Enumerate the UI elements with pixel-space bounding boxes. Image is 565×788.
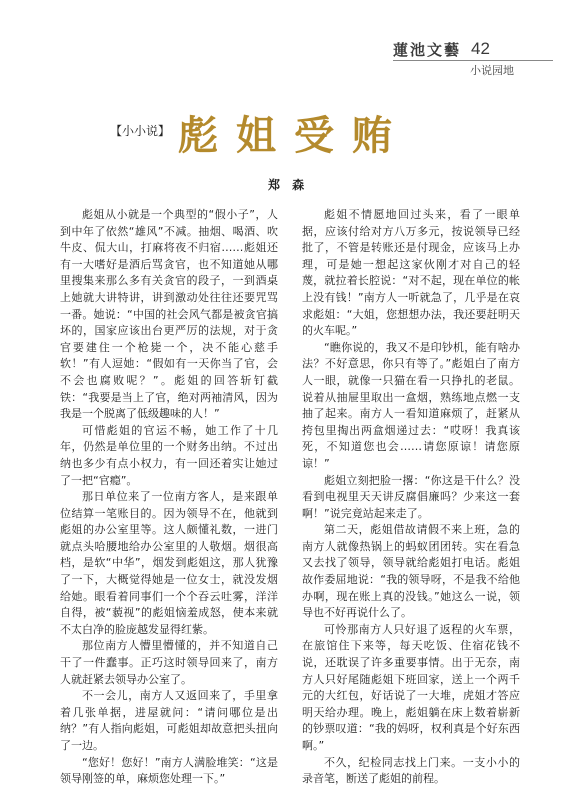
paragraph: 彪姐不情愿地回过头来，看了一眼单据，应该付给对方八万多元，按说领导已经批了，不管是转账还是付现金，应该马上办理，可是她一想起这家伙刚才对自己的轻蔑，就拉着长腔说：“对不起，现在单位的帐上没有钱！”南方人一听就急了，几乎是在哀求彪姐：“大姐，您想想办法，我还要赶明天的火车呢。” xyxy=(302,208,520,338)
paragraph: “您好！您好！”南方人满脸堆笑：“这是领导刚签的单，麻烦您处理一下。” xyxy=(60,755,278,786)
section-name: 小说园地 xyxy=(470,64,514,77)
header-divider xyxy=(393,60,553,61)
paragraph: 可惜彪姐的官运不畅，她工作了十几年，仍然是单位里的一个财务出纳。不过出纳也多少有点小权力，有一回还着实让她过了一把“官瘾”。 xyxy=(60,423,278,487)
article-column-left xyxy=(60,207,278,788)
article-tag: 【小小说】 xyxy=(110,124,171,138)
paragraph: 彪姐立刻把脸一撂：“你这是干什么？没看到电视里天天讲反腐倡廉吗？少来这一套啊！”说完竟站起来走了。 xyxy=(302,473,520,520)
paragraph: 不久，纪检同志找上门来。一支小小的录音笔，断送了彪姐的前程。 xyxy=(302,755,520,786)
paragraph: 那日单位来了一位南方客人，是来跟单位结算一笔账目的。因为领导不在，他就到彪姐的办公室里等。这人颇懂礼数，一进门就点头哈腰地给办公室里的人敬烟。烟很高档，是软“中华”，烟发到彪姐这，那人犹豫了一下，大概觉得她是一位女士，就没发烟给她。眼看着同事们一个个吞云吐雾，洋洋自得，被“藐视”的彪姐恼羞成怒，使本来就不太白净的脸庞越发显得红紫。 xyxy=(60,490,278,636)
article-author: 郑 森 xyxy=(268,178,309,192)
article-title: 彪姐受贿 xyxy=(178,112,410,159)
paragraph: 彪姐从小就是一个典型的“假小子”，人到中年了依然“雄风”不减。抽烟、喝酒、吹牛皮、侃大山，打麻将夜不归宿……彪姐还有一大嗜好是酒后骂贪官，也不知道她从哪里搜集来那么多有关贪官的段子，一到酒桌上她就大讲特讲，讲到激动处往往还要咒骂一番。她说：“中国的社会风气都是被贪官搞坏的，国家应该出台更严厉的法规，对于贪官要建住一个枪毙一个，决不能心慈手软！”有人逗她：“假如有一天你当了官，会不会也腐败呢？”。彪姐的回答斩钉截铁：“我要是当上了官，绝对两袖清风，因为我是一个脱离了低级趣味的人！” xyxy=(60,208,278,421)
paragraph: 那位南方人懵里懵懂的，并不知道自己干了一件蠢事。正巧这时领导回来了，南方人就赶紧去领导办公室了。 xyxy=(60,639,278,686)
magazine-header xyxy=(393,36,553,62)
paragraph: 第二天，彪姐借故请假不来上班，急的南方人就像热锅上的蚂蚁团团转。实在看急又去找了领导，领导就给彪姐打电话。彪姐故作委屈地说：“我的领导呀，不是我不给他办啊，现在账上真的没钱。”她这么一说，领导也不好再说什么了。 xyxy=(302,523,520,620)
page-number: 42 xyxy=(471,39,490,58)
article-column-right xyxy=(302,207,520,788)
paragraph: 可怜那南方人只好退了返程的火车票，在旅馆住下来等，每天吃饭、住宿花钱不说，还耽误了许多重要事情。出于无奈，南方人只好尾随彪姐下班回家，送上一个两千元的大红包，好话说了一大堆，虎姐才答应明天给办理。晚上，彪姐躺在床上数着崭新的钞票叹道：“我的妈呀，权利真是个好东西啊。” xyxy=(302,622,520,752)
magazine-name: 蓮池文藝 xyxy=(393,40,462,59)
paragraph: “瞧你说的，我又不是印钞机，能有啥办法？不好意思，你只有等了。”彪姐白了南方人一眼，就像一只猫在看一只挣扎的老鼠。说着从抽屉里取出一盒烟，熟练地点燃一支抽了起来。南方人一看知道麻烦了，赶紧从挎包里掏出两盒烟递过去：“哎呀！我真该死，不知道您也会……请您原谅！请您原谅！” xyxy=(302,340,520,470)
paragraph: 不一会儿，南方人又返回来了，手里拿着几张单据，进屋就问：“请问哪位是出纳？”有人指向彪姐，可彪姐却故意把头扭向了一边。 xyxy=(60,689,278,752)
